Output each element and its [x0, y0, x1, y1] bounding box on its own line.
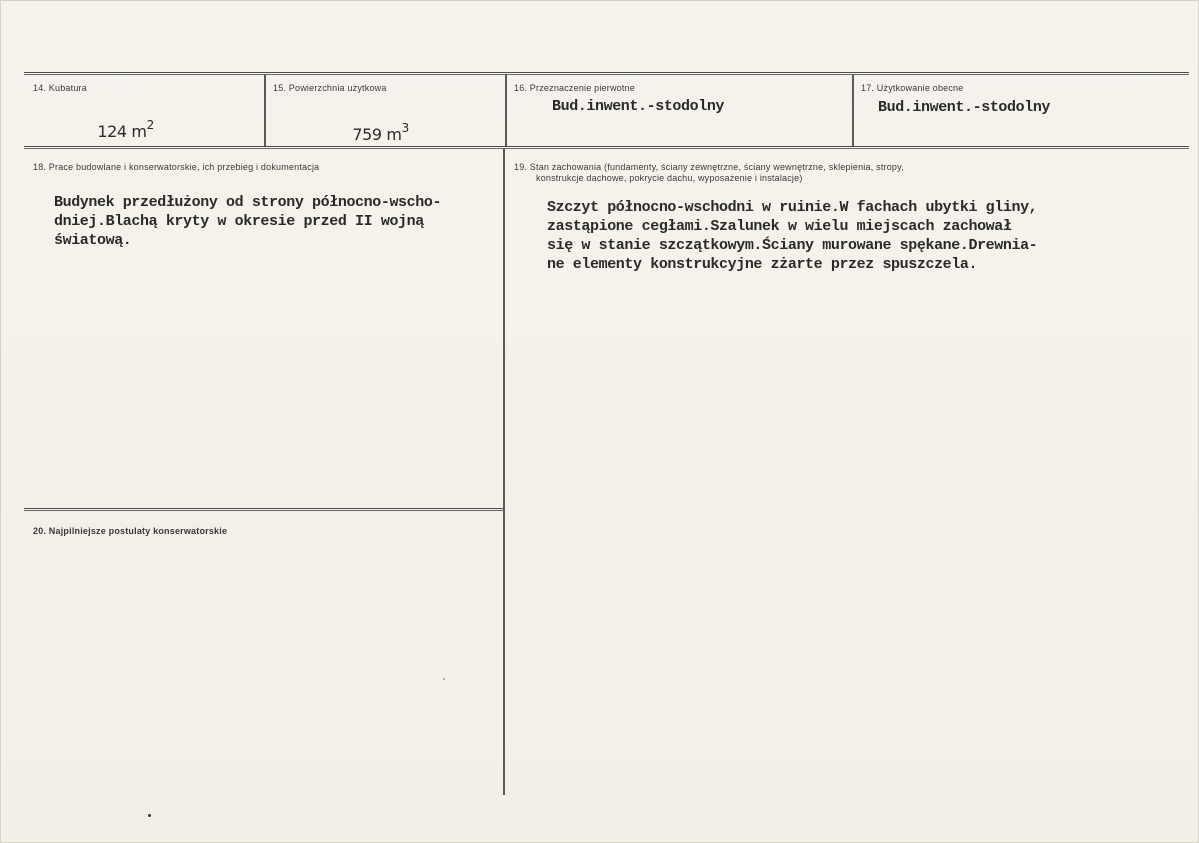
- field-19-line-1: Szczyt północno-wschodni w ruinie.W fachach ubytki gliny,: [547, 199, 1038, 216]
- left-mid-rule: [24, 508, 503, 511]
- divider-left-right: [503, 149, 505, 795]
- field-19-label-line-2: konstrukcje dachowe, pokrycie dachu, wyposażenie i instalacje): [536, 173, 803, 183]
- top-rule: [24, 72, 1189, 75]
- field-17-label: 17. Użytkowanie obecne: [861, 83, 964, 93]
- field-14-value: [88, 103, 154, 143]
- field-15-label: 15. Powierzchnia użytkowa: [273, 83, 387, 93]
- divider-15-16: [505, 74, 507, 146]
- field-19-label-line-1: 19. Stan zachowania (fundamenty, ściany zewnętrzne, ściany wewnętrzne, sklepienia, stropy,: [514, 162, 904, 172]
- ink-fleck: [148, 814, 151, 817]
- field-18-line-1: Budynek przedłużony od strony północno-wscho-: [54, 194, 442, 211]
- divider-14-15: [264, 74, 266, 146]
- field-15-value: [343, 106, 409, 146]
- powierzchnia-unit-sup: 3: [401, 121, 409, 135]
- field-20-label: 20. Najpilniejsze postulaty konserwatorskie: [33, 526, 228, 536]
- field-19-line-3: się w stanie szczątkowym.Ściany murowane spękane.Drewnia-: [547, 237, 1038, 254]
- field-19-line-4: ne elementy konstrukcyjne zżarte przez spuszczela.: [547, 256, 978, 273]
- field-18-line-3: światową.: [54, 232, 132, 249]
- field-14-label: 14. Kubatura: [33, 83, 87, 93]
- kubatura-unit-sup: 2: [146, 118, 154, 132]
- ink-fleck: [443, 678, 445, 680]
- kubatura-value: 124 m: [97, 122, 147, 141]
- second-rule: [24, 146, 1189, 149]
- field-18-line-2: dniej.Blachą kryty w okresie przed II wojną: [54, 213, 424, 230]
- field-16-value: Bud.inwent.-stodolny: [552, 98, 725, 115]
- field-17-value: Bud.inwent.-stodolny: [878, 99, 1051, 116]
- field-19-line-2: zastąpione cegłami.Szalunek w wielu miejscach zachował: [547, 218, 1012, 235]
- field-16-label: 16. Przeznaczenie pierwotne: [514, 83, 635, 93]
- field-18-label: 18. Prace budowlane i konserwatorskie, ich przebieg i dokumentacja: [33, 162, 320, 172]
- divider-16-17: [852, 74, 854, 146]
- powierzchnia-value: 759 m: [352, 125, 402, 144]
